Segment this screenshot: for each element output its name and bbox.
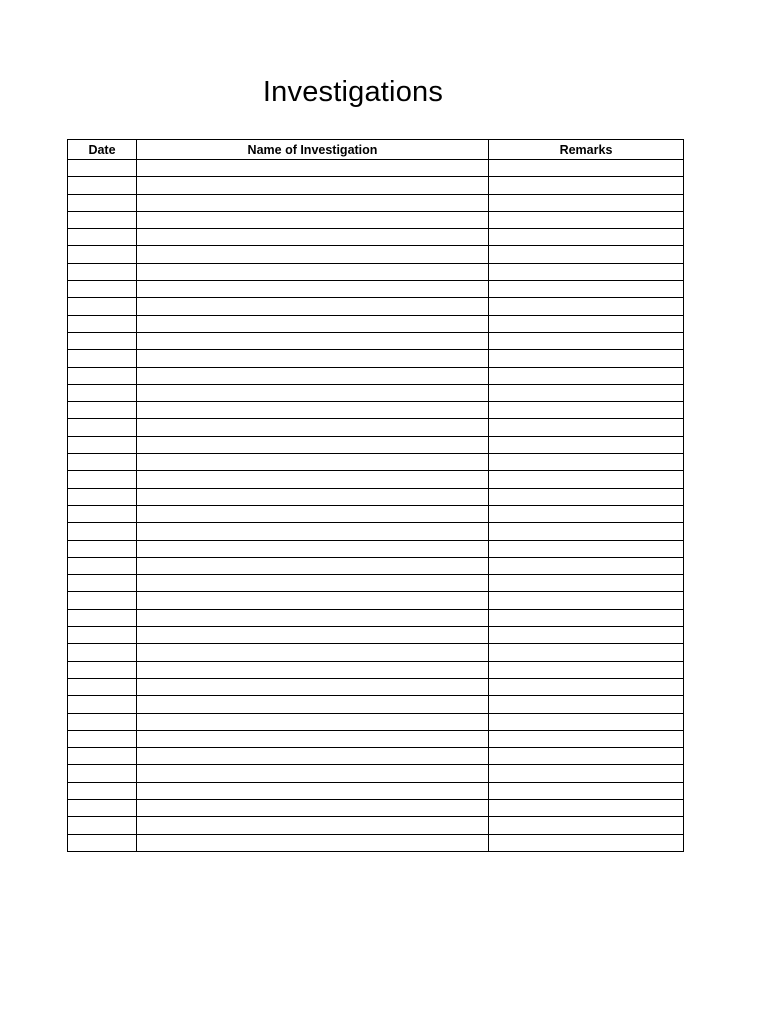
- table-row: [68, 419, 684, 436]
- cell-name: [137, 748, 489, 765]
- cell-remarks: [489, 471, 684, 488]
- table-row: [68, 834, 684, 851]
- cell-name: [137, 332, 489, 349]
- table-row: [68, 229, 684, 246]
- table-row: [68, 505, 684, 522]
- table-row: [68, 678, 684, 695]
- table-row: [68, 661, 684, 678]
- cell-remarks: [489, 540, 684, 557]
- cell-remarks: [489, 350, 684, 367]
- cell-date: [68, 644, 137, 661]
- cell-remarks: [489, 730, 684, 747]
- cell-remarks: [489, 419, 684, 436]
- cell-date: [68, 696, 137, 713]
- cell-date: [68, 661, 137, 678]
- cell-name: [137, 627, 489, 644]
- cell-name: [137, 557, 489, 574]
- cell-remarks: [489, 367, 684, 384]
- cell-date: [68, 523, 137, 540]
- cell-name: [137, 350, 489, 367]
- cell-name: [137, 505, 489, 522]
- cell-remarks: [489, 696, 684, 713]
- cell-remarks: [489, 644, 684, 661]
- cell-name: [137, 471, 489, 488]
- cell-remarks: [489, 557, 684, 574]
- table-row: [68, 246, 684, 263]
- cell-remarks: [489, 160, 684, 177]
- table-row: [68, 384, 684, 401]
- table-row: [68, 194, 684, 211]
- cell-date: [68, 817, 137, 834]
- cell-date: [68, 454, 137, 471]
- column-header-remarks: Remarks: [489, 140, 684, 160]
- cell-remarks: [489, 592, 684, 609]
- cell-name: [137, 160, 489, 177]
- cell-date: [68, 402, 137, 419]
- cell-remarks: [489, 229, 684, 246]
- table-row: [68, 748, 684, 765]
- table-row: [68, 627, 684, 644]
- cell-date: [68, 730, 137, 747]
- cell-date: [68, 160, 137, 177]
- cell-remarks: [489, 402, 684, 419]
- cell-remarks: [489, 384, 684, 401]
- table-body: [68, 160, 684, 852]
- cell-date: [68, 211, 137, 228]
- cell-date: [68, 782, 137, 799]
- cell-remarks: [489, 505, 684, 522]
- cell-remarks: [489, 765, 684, 782]
- table-row: [68, 765, 684, 782]
- cell-date: [68, 332, 137, 349]
- table-row: [68, 211, 684, 228]
- cell-remarks: [489, 782, 684, 799]
- cell-name: [137, 436, 489, 453]
- cell-date: [68, 609, 137, 626]
- cell-remarks: [489, 436, 684, 453]
- cell-name: [137, 367, 489, 384]
- cell-name: [137, 402, 489, 419]
- cell-name: [137, 765, 489, 782]
- cell-name: [137, 246, 489, 263]
- cell-date: [68, 194, 137, 211]
- cell-date: [68, 263, 137, 280]
- cell-date: [68, 419, 137, 436]
- table-row: [68, 609, 684, 626]
- cell-date: [68, 177, 137, 194]
- cell-date: [68, 834, 137, 851]
- cell-name: [137, 177, 489, 194]
- table-row: [68, 315, 684, 332]
- cell-date: [68, 246, 137, 263]
- cell-name: [137, 782, 489, 799]
- table-row: [68, 817, 684, 834]
- cell-date: [68, 229, 137, 246]
- cell-remarks: [489, 177, 684, 194]
- table-row: [68, 557, 684, 574]
- table-row: [68, 799, 684, 816]
- cell-date: [68, 488, 137, 505]
- cell-name: [137, 575, 489, 592]
- cell-date: [68, 678, 137, 695]
- cell-name: [137, 834, 489, 851]
- cell-date: [68, 436, 137, 453]
- cell-date: [68, 799, 137, 816]
- table-row: [68, 281, 684, 298]
- cell-name: [137, 281, 489, 298]
- cell-date: [68, 748, 137, 765]
- cell-date: [68, 298, 137, 315]
- table-row: [68, 332, 684, 349]
- cell-name: [137, 211, 489, 228]
- cell-date: [68, 575, 137, 592]
- cell-date: [68, 765, 137, 782]
- cell-remarks: [489, 315, 684, 332]
- cell-date: [68, 713, 137, 730]
- table-row: [68, 160, 684, 177]
- table-row: [68, 523, 684, 540]
- table-row: [68, 696, 684, 713]
- cell-remarks: [489, 678, 684, 695]
- cell-remarks: [489, 246, 684, 263]
- column-header-name-of-investigation: Name of Investigation: [137, 140, 489, 160]
- cell-remarks: [489, 523, 684, 540]
- cell-remarks: [489, 211, 684, 228]
- cell-name: [137, 678, 489, 695]
- cell-remarks: [489, 834, 684, 851]
- cell-name: [137, 523, 489, 540]
- cell-date: [68, 350, 137, 367]
- cell-name: [137, 661, 489, 678]
- cell-remarks: [489, 748, 684, 765]
- cell-remarks: [489, 332, 684, 349]
- cell-date: [68, 315, 137, 332]
- cell-name: [137, 298, 489, 315]
- cell-date: [68, 505, 137, 522]
- cell-name: [137, 194, 489, 211]
- cell-date: [68, 281, 137, 298]
- cell-name: [137, 263, 489, 280]
- cell-remarks: [489, 488, 684, 505]
- column-header-date: Date: [68, 140, 137, 160]
- cell-remarks: [489, 454, 684, 471]
- cell-name: [137, 592, 489, 609]
- cell-date: [68, 384, 137, 401]
- cell-remarks: [489, 817, 684, 834]
- table-row: [68, 592, 684, 609]
- cell-name: [137, 609, 489, 626]
- cell-name: [137, 540, 489, 557]
- cell-remarks: [489, 263, 684, 280]
- cell-name: [137, 799, 489, 816]
- cell-remarks: [489, 661, 684, 678]
- cell-date: [68, 471, 137, 488]
- cell-remarks: [489, 575, 684, 592]
- table-row: [68, 540, 684, 557]
- cell-date: [68, 540, 137, 557]
- cell-name: [137, 696, 489, 713]
- cell-name: [137, 229, 489, 246]
- table-row: [68, 350, 684, 367]
- table-row: [68, 730, 684, 747]
- table-row: [68, 454, 684, 471]
- table-row: [68, 471, 684, 488]
- cell-remarks: [489, 609, 684, 626]
- table-row: [68, 782, 684, 799]
- cell-name: [137, 384, 489, 401]
- cell-date: [68, 592, 137, 609]
- cell-remarks: [489, 713, 684, 730]
- table-row: [68, 713, 684, 730]
- table-row: [68, 367, 684, 384]
- cell-remarks: [489, 627, 684, 644]
- cell-name: [137, 817, 489, 834]
- cell-name: [137, 454, 489, 471]
- cell-date: [68, 557, 137, 574]
- table-row: [68, 402, 684, 419]
- cell-remarks: [489, 194, 684, 211]
- header-row: [68, 140, 684, 160]
- page-title: Investigations: [262, 76, 444, 108]
- cell-name: [137, 730, 489, 747]
- cell-remarks: [489, 799, 684, 816]
- cell-date: [68, 627, 137, 644]
- cell-remarks: [489, 298, 684, 315]
- cell-name: [137, 315, 489, 332]
- table-row: [68, 644, 684, 661]
- cell-name: [137, 488, 489, 505]
- table-row: [68, 298, 684, 315]
- table-row: [68, 488, 684, 505]
- cell-name: [137, 419, 489, 436]
- table-row: [68, 436, 684, 453]
- cell-name: [137, 644, 489, 661]
- investigations-table: [67, 139, 684, 852]
- table-row: [68, 263, 684, 280]
- cell-date: [68, 367, 137, 384]
- cell-name: [137, 713, 489, 730]
- cell-remarks: [489, 281, 684, 298]
- table-row: [68, 575, 684, 592]
- table-row: [68, 177, 684, 194]
